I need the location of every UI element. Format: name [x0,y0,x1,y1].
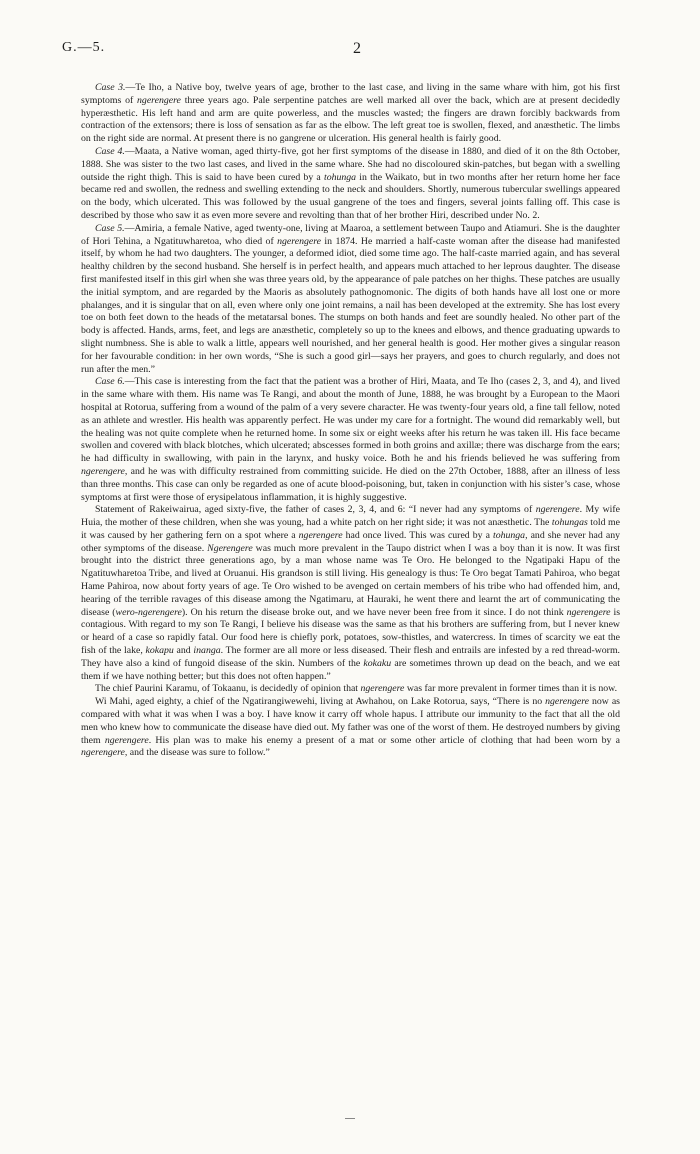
text-run: The chief Paurini Karamu, of Tokaanu, is decidedly of opinion that [95,683,361,695]
italic-term: tohunga [323,171,357,183]
footer-mark [345,1118,355,1119]
document-body [81,82,620,760]
italic-term: ngerengere [277,235,322,247]
text-run: —Amiria, a female Native, aged twenty-one, living at Maaroa, a settlement between Taupo and Atiamuri. She is the daughter of Hori Tehina, a Ngatituwharetoa, who died of [81,222,620,247]
italic-term: wero-ngerengere [115,606,182,618]
italic-term: Ngerengere [207,542,253,554]
italic-term: ngerengere [360,683,405,695]
italic-term: ngerengere [137,94,181,106]
text-run: was much more prevalent in the Taupo district when I was a boy than it is now. It was first brought into the district three generations ago, by a man whose name was Te Oro. He belonged to the Ngatipaki Hapu of the Ngatituwharetoa Tribe, and lived at Oruanui. His grandson is still living. His genealogy is thus: Te Oro begat Tamati Pahiroa, who begat Hame Pahiroa, now about forty years of age. Te Oro wished to be avenged on certain members of his tribe who had offended him, and, hearing of the terrible ravages of this disease among the Ngatimaru, at Hauraki, he went there and learnt the art of communicating the disease ( [81,542,620,618]
text-run: —This case is interesting from the fact that the patient was a brother of Hiri, Maata, and Te Iho (cases 2, 3, and 4), and lived in the same whare with them. His name was Te Rangi, and about the month of June, 1888, he was brought by a European to the Maori hospital at Rotorua, suffering from a wound of the palm of a very severe character. He was twenty-four years old, a fine tall fellow, noted as an athlete and wrestler. His health was apparently perfect. He was under my care for a fortnight. The wound did remarkably well, but the healing was not quite complete when he returned home. In some six or eight weeks after his return he was taken ill. His face became swollen and covered with black blotches, which ulcerated; abscesses formed in both groins and axillæ; there was discharge from the ears; he had difficulty in swallowing, with pain in the larynx, and husky voice. Both he and his friends believed he was suffering from [81,376,620,465]
italic-term: ngerengere [566,606,611,618]
italic-term: Case 4. [95,145,125,157]
text-run: in the Waikato, but in two months after her return home her face became red and swollen, the redness and swelling extending to the neck and shoulders. Shortly, numerous tubercular swellings appeared on the body, which ulcerated. This was followed by the usual gangrene of the toes and fingers, several joints falling off. This case is described by those who saw it as even more severe and revolting than that of her brother Hiri, described under No. 2. [81,171,621,221]
italic-term: inanga [193,645,221,657]
italic-term: ngerengere [545,696,590,708]
paragraph-paurini-karamu [81,683,620,696]
paragraph-statement-rakeiwairua [81,504,620,683]
text-run: told me it was caused by her gathering fern on a spot where a [81,517,621,541]
text-run: Statement of Rakeiwairua, aged sixty-five, the father of cases 2, 3, 4, and 6: “I never had any symptoms of [95,504,536,516]
text-run: —Te Iho, a Native boy, twelve years of age, brother to the last case, and living in the same whare with him, got his first symptoms of [81,82,620,106]
text-run: was far more prevalent in former times than it is now. [404,683,618,695]
italic-term: tohunga [492,529,526,541]
text-run: and [173,645,194,657]
text-run: Wi Mahi, aged eighty, a chief of the Ngatirangiwewehi, living at Awhahou, on Lake Rotorua, says, “There is no [95,696,546,708]
text-run: —Maata, a Native woman, aged thirty-five, got her first symptoms of the disease in 1880, and died of it on the 8th October, 1888. She was sister to the two last cases, and lived in the same whare. She had no discoloured skin-patches, but began with a swelling outside the right thigh. This is said to have been cured by a [81,145,620,183]
text-run: . The former are all more or less diseased. Their flesh and entrails are infested by a red thread-worm. They have also a kind of fungoid disease of the skin. Numbers of the [81,645,621,669]
paragraph-case-5 [81,223,620,377]
italic-term: Case 3. [95,82,126,93]
italic-term: ngerengere [81,747,125,759]
paragraph-wi-mahi [81,696,620,760]
text-run: , and the disease was sure to follow.” [124,747,270,759]
text-run: in 1874. He married a half-caste woman after the disease had manifested itself, by whom he had two daughters. The younger, a deformed idiot, died some time ago. The half-caste married again, and has several healthy children by the second husband. She herself is in perfect health, and appears much attached to her leprous daughter. The disease first manifested itself in this girl when she was three years old, by the appearance of pale patches on her thighs. These patches are usually the initial symptom, and are regarded by the Maoris as absolutely pathognomonic. The digits of both hands have all lost one or more phalanges, and it is singular that on all, even where only one joint remains, a nail has been developed at the extremity. She has lost every toe on both feet down to the heads of the metatarsal bones. The stumps on both hands and feet are soundly healed. No other part of the body is affected. Hands, arms, feet, and legs are anæsthetic, completely so up to the knees and elbows, and thence graduating upwards to slight numbness. She is able to walk a little, appears well nourished, and her general health is good. Her mother gives a singular reason for her favourable condition: in her own words, “She is such a good girl—says her prayers, and goes to church regularly, and does not run after the men.” [81,235,620,375]
paragraph-case-3 [81,82,620,146]
text-run: ). On his return the disease broke out, and we have never been free from it since. I do not think [181,606,567,618]
italic-term: ngerengere [104,734,149,746]
text-run: had once lived. This was cured by a [342,529,493,541]
text-run: . My wife Huia, the mother of these children, when she was young, had a white patch on her right side; it was not anæsthetic. The [81,504,620,529]
text-run: , and she never had any other symptoms of the disease. [81,529,620,554]
text-run: now as compared with what it was when I was a boy. I have know it carry off whole hapus. I attribute our immunity to the fact that all the old men who knew how to communicate the disease have died out. My father was one of the worst of them. He destroyed numbers by giving them [81,696,620,746]
italic-term: kokaku [363,657,392,669]
page-header [62,40,652,66]
text-run: is contagious. With regard to my son Te Rangi, I believe his disease was the same as that his brothers are suffering from, but I never knew or heard of a case so rapidly fatal. Our food here is chiefly pork, potatoes, sow-thistles, and watercress. In times of scarcity we eat the fish of the lake, [81,606,621,657]
page-number: 2 [353,40,361,57]
italic-term: ngerengere [535,504,580,516]
text-run: three years ago. Pale serpentine patches are well marked all over the back, which are at present decidedly hyperæsthetic. His left hand and arm are quite powerless, and the muscles wasted; the fingers are drawn forcibly backwards from contraction of the extensors; there is loss of sensation as far as the elbow. The left great toe is swollen, flexed, and anæsthetic. The limbs on the right side are normal. At present there is no gangrene or ulceration. His general health is fairly good. [81,94,621,145]
paragraph-case-6 [81,376,620,504]
document-reference: G.—5. [62,40,106,55]
italic-term: kokapu [145,645,174,657]
text-run: , and he was with difficulty restrained from committing suicide. He died on the 27th October, 1888, after an illness of less than three months. This case can only be regarded as one of acute blood-poisoning, but, taken in conjunction with his sister’s case, whose symptoms at first were those of erysipelatous inflammation, it is highly suggestive. [81,465,620,503]
text-run: . His plan was to make his enemy a present of a mat or some other article of clothing that had been worn by a [148,734,620,746]
paragraph-case-4 [81,146,620,223]
text-run: are sometimes thrown up dead on the beach, and we eat them if we have nothing better; but this does not often happen.” [81,657,620,682]
italic-term: ngerengere [298,529,343,541]
italic-term: Case 5. [95,222,125,234]
italic-term: Case 6. [95,376,125,388]
italic-term: tohungas [551,517,588,529]
italic-term: ngerengere [81,465,125,477]
